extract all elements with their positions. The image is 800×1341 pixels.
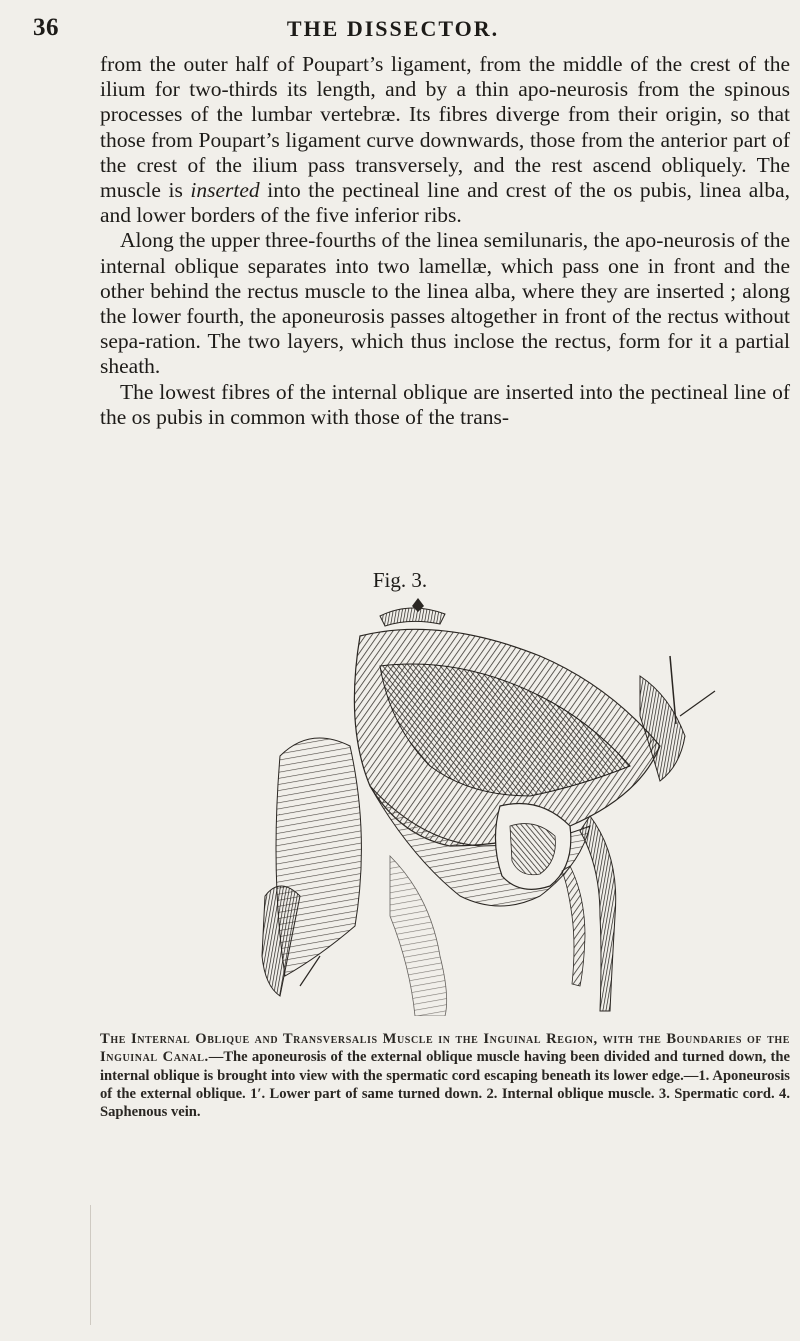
caption-title: The Internal Oblique and Transversalis Muscle in the Inguinal Region, with the Boundaries of the Inguinal Canal. [100,1031,790,1066]
figure-caption [100,1030,790,1121]
paragraph-3: The lowest fibres of the internal oblique are inserted into the pectineal line of the os pubis in common with those of the trans- [100,379,790,429]
caption-text: —The aponeurosis of the external oblique muscle having been divided and turned down, the internal oblique is brought into view with the spermatic cord escaping beneath its lower edge.—1. Aponeurosis of the external oblique. 1′. Lower part of same turned down. 2. Internal oblique muscle. 3. Spermatic cord. 4. Saphenous vein. [100,1049,790,1121]
paragraph-1-start: from the outer half of Poupart’s ligament, from the middle of the crest of the ilium for two-thirds its length, and by a thin apo-neurosis from the spinous processes of the lumbar vertebræ. Its fibres diverge from their origin, so that those from Poupart’s ligament curve downwards, those from the anterior part of the crest of the ilium pass transversely, and the rest ascend obliquely. The muscle is [100,52,790,203]
page-header [33,14,753,46]
anatomical-illustration [240,596,720,1016]
paragraph-1 [100,52,790,228]
page-number: 36 [33,14,59,41]
running-head: THE DISSECTOR. [286,16,500,41]
emphasis-inserted: inserted [190,178,260,203]
paragraph-1-end: into the pectineal line and crest of the os pubis, linea alba, and lower borders of the five inferior ribs. [100,178,790,228]
page-fold-line [90,1205,91,1325]
paragraph-2: Along the upper three-fourths of the linea semilunaris, the apo-neurosis of the internal oblique separates into two lamellæ, which pass one in front and the other behind the rectus muscle to the linea alba, where they are inserted ; along the lower fourth, the aponeurosis passes altogether in front of the rectus without sepa-ration. The two layers, which thus inclose the rectus, form for it a partial sheath. [100,228,790,379]
body-text [100,52,790,430]
figure-label: Fig. 3. [372,568,428,592]
